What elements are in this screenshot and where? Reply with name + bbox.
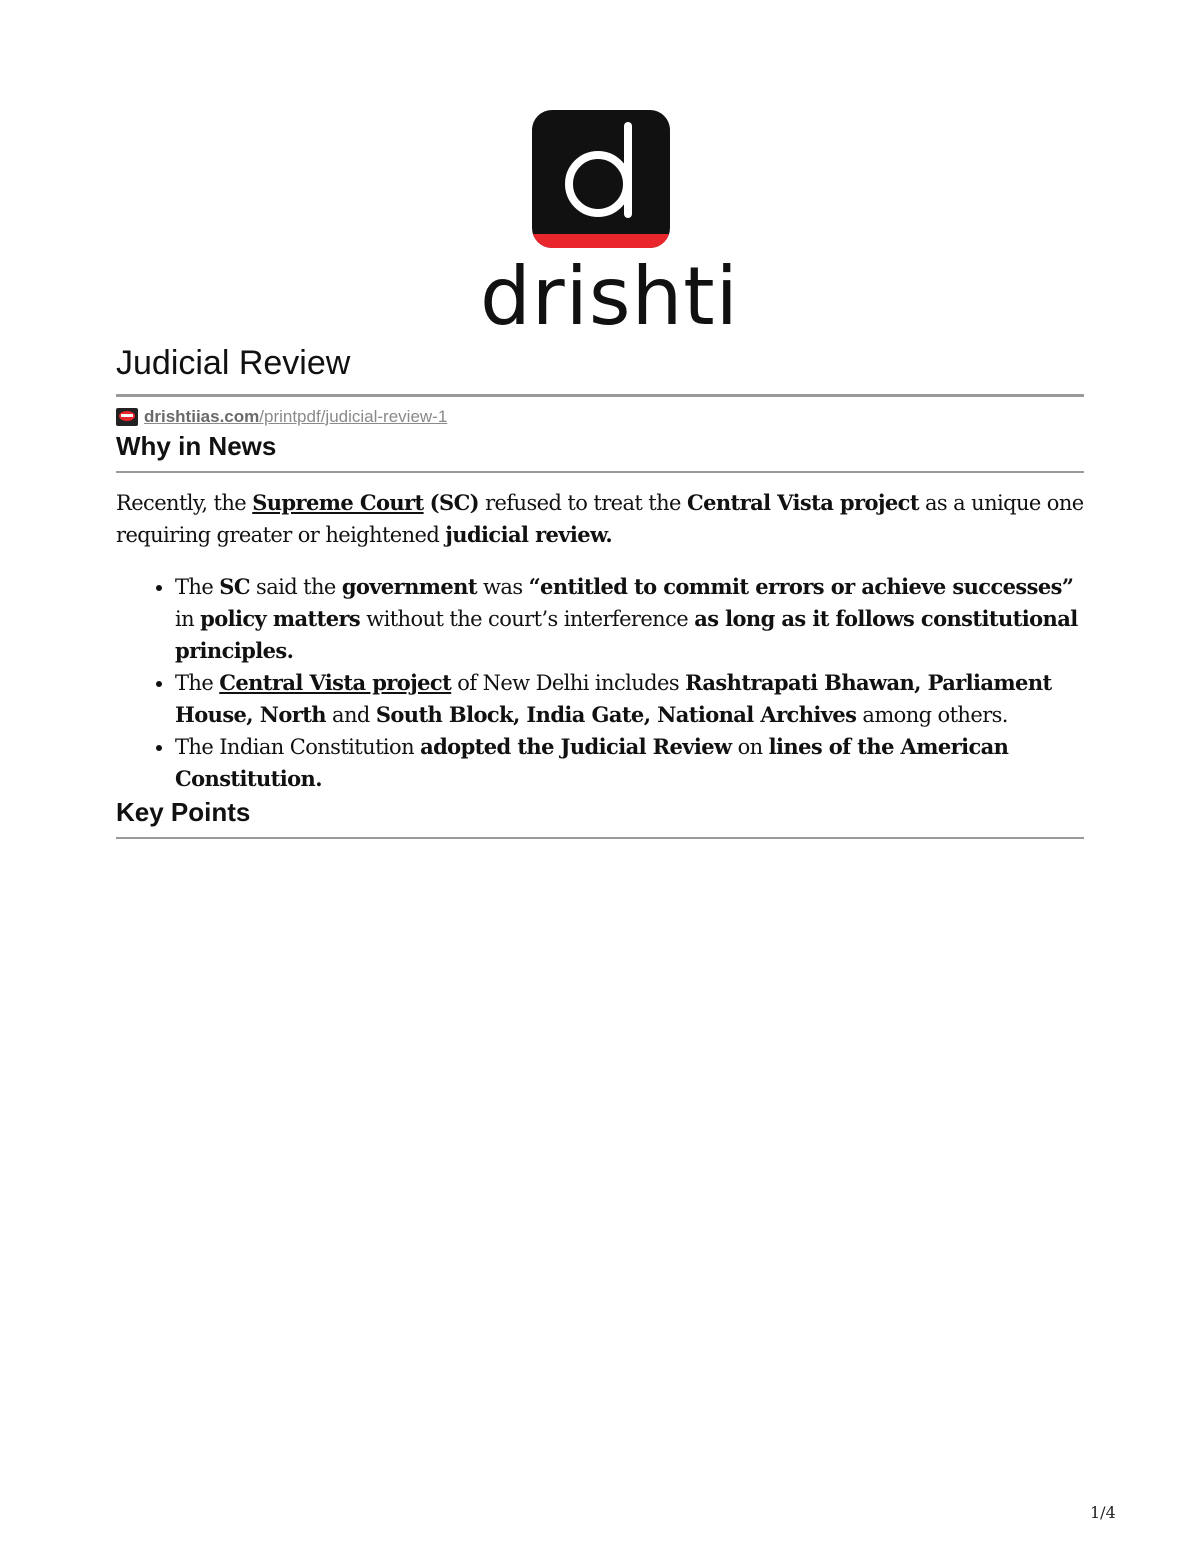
bold-text: South Block, India Gate, National Archives bbox=[375, 702, 857, 727]
text-run: in bbox=[175, 607, 201, 631]
page-number: 1/4 bbox=[1090, 1503, 1116, 1522]
bold-text: government bbox=[341, 574, 477, 599]
article bbox=[116, 340, 1084, 839]
section-divider bbox=[116, 471, 1084, 473]
list-item bbox=[175, 667, 1084, 731]
drishti-wordmark: drishti bbox=[480, 250, 739, 343]
bold-text: judicial review. bbox=[445, 522, 613, 547]
source-link[interactable] bbox=[144, 407, 447, 427]
text-run: Recently, the bbox=[116, 491, 253, 515]
bold-text: Central Vista project bbox=[686, 490, 919, 515]
text-run: and bbox=[325, 703, 376, 727]
text-run: of New Delhi includes bbox=[451, 671, 686, 695]
drishti-d-icon bbox=[532, 110, 670, 248]
bold-text: Rashtrapati Bhawan, Parliament House, North bbox=[175, 670, 1052, 727]
text-run: The Indian Constitution bbox=[175, 735, 421, 759]
drishti-favicon-icon bbox=[116, 408, 138, 426]
text-run: was bbox=[476, 575, 529, 599]
link-text[interactable]: Supreme Court bbox=[252, 490, 424, 515]
bold-text: policy matters bbox=[200, 606, 361, 631]
source-link-row bbox=[116, 405, 1084, 429]
link-text[interactable]: Central Vista project bbox=[219, 670, 452, 695]
page-title: Judicial Review bbox=[116, 344, 351, 382]
list-item bbox=[175, 731, 1084, 795]
list-item bbox=[175, 571, 1084, 667]
link[interactable] bbox=[252, 490, 423, 515]
bold-text: as long as it follows constitutional principles. bbox=[175, 606, 1078, 663]
text-run: on bbox=[731, 735, 769, 759]
text-run: refused to treat the bbox=[479, 491, 687, 515]
news-bullet-list bbox=[116, 571, 1084, 795]
text-run: said the bbox=[249, 575, 342, 599]
text-run: as a unique one requiring greater or heightened bbox=[116, 491, 1084, 547]
source-path: /printpdf/judicial-review-1 bbox=[259, 407, 448, 426]
text-run: without the court’s interference bbox=[360, 607, 695, 631]
title-divider bbox=[116, 394, 1084, 397]
text-run: The bbox=[175, 575, 220, 599]
section-divider bbox=[116, 837, 1084, 839]
section-heading-why-in-news: Why in News bbox=[116, 431, 277, 461]
bold-text: lines of the American Constitution. bbox=[175, 734, 1009, 791]
section-heading-key-points: Key Points bbox=[116, 797, 251, 827]
link[interactable] bbox=[219, 670, 451, 695]
source-domain: drishtiias.com bbox=[144, 407, 260, 426]
bold-text: adopted the Judicial Review bbox=[420, 734, 732, 759]
text-run: among others. bbox=[856, 703, 1008, 727]
bold-text: SC bbox=[219, 574, 250, 599]
bold-text: (SC) bbox=[429, 490, 480, 515]
drishti-logo bbox=[480, 108, 739, 343]
bold-text: “entitled to commit errors or achieve successes” bbox=[528, 574, 1074, 599]
intro-paragraph bbox=[116, 487, 1084, 551]
text-run: The bbox=[175, 671, 220, 695]
